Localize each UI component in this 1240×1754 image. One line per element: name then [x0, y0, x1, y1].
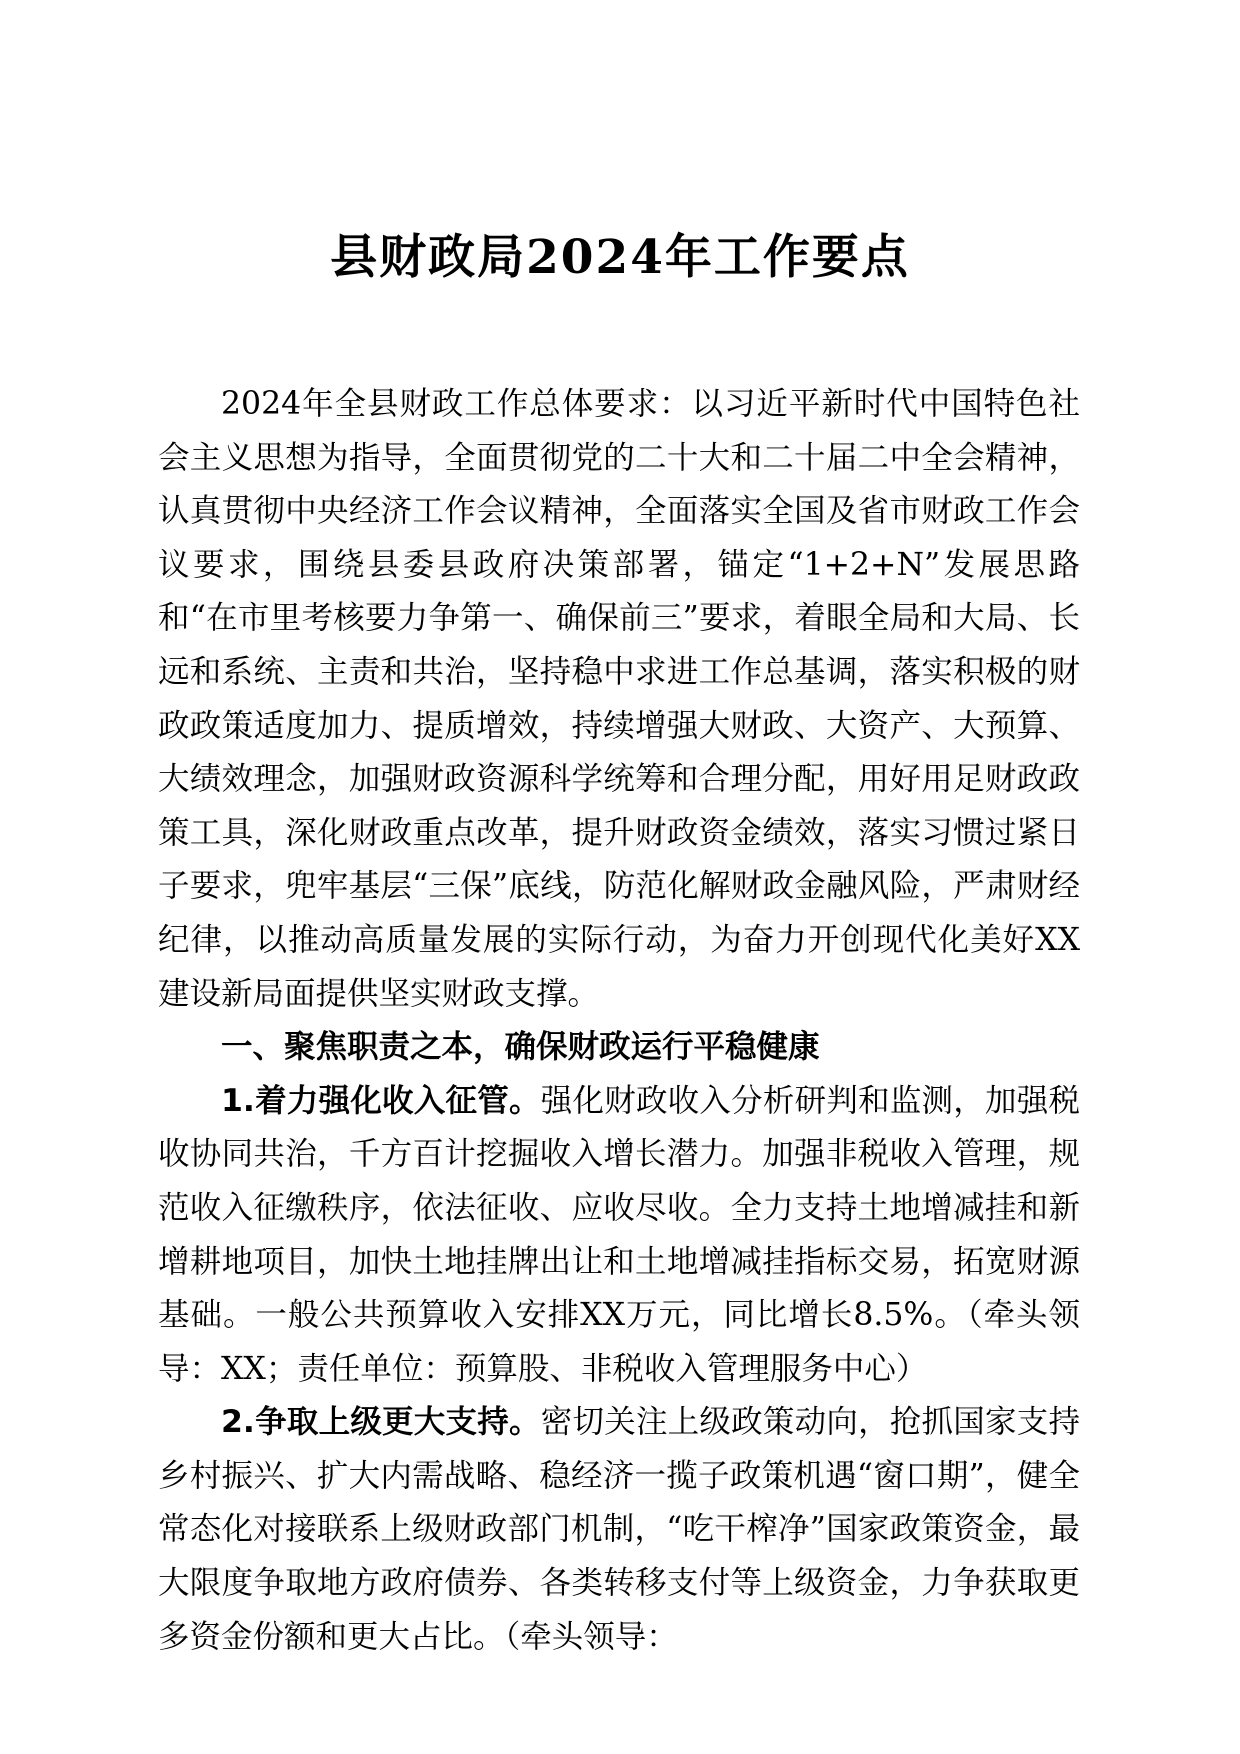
document-title: 县财政局2024年工作要点	[330, 230, 910, 285]
document-body	[158, 378, 1080, 1664]
intro-paragraph: 2024年全县财政工作总体要求：以习近平新时代中国特色社会主义思想为指导，全面贯彻党的二十大和二十届二中全会精神，认真贯彻中央经济工作会议精神，全面落实全国及省市财政工作会议要求，围绕县委县政府决策部署，锚定“1+2+N”发展思路和“在市里考核要力争第一、确保前三”要求，着眼全局和大局、长远和系统、主责和共治，坚持稳中求进工作总基调，落实积极的财政政策适度加力、提质增效，持续增强大财政、大资产、大预算、大绩效理念，加强财政资源科学统筹和合理分配，用好用足财政政策工具，深化财政重点改革，提升财政资金绩效，落实习惯过紧日子要求，兜牢基层“三保”底线，防范化解财政金融风险，严肃财经纪律，以推动高质量发展的实际行动，为奋力开创现代化美好XX建设新局面提供坚实财政支撑。	[158, 386, 1080, 1012]
item-lead: 1.着力强化收入征管。	[221, 1082, 541, 1119]
section-heading: 一、聚焦职责之本，确保财政运行平稳健康	[221, 1029, 820, 1066]
list-item	[158, 1075, 1080, 1397]
item-lead: 2.争取上级更大支持。	[221, 1404, 541, 1441]
item-text: 密切关注上级政策动向，抢抓国家支持乡村振兴、扩大内需战略、稳经济一揽子政策机遇“窗口期”，健全常态化对接联系上级财政部门机制，“吃干榨净”国家政策资金，最大限度争取地方政府债券、各类转移支付等上级资金，力争获取更多资金份额和更大占比。（牵头领导：	[158, 1404, 1080, 1655]
list-item	[158, 1396, 1080, 1664]
item-text: 强化财政收入分析研判和监测，加强税收协同共治，千方百计挖掘收入增长潜力。加强非税收入管理，规范收入征缴秩序，依法征收、应收尽收。全力支持土地增减挂和新增耕地项目，加快土地挂牌出让和土地增减挂指标交易，拓宽财源基础。一般公共预算收入安排XX万元，同比增长8.5%。（牵头领导：XX；责任单位：预算股、非税收入管理服务中心）	[158, 1082, 1080, 1387]
